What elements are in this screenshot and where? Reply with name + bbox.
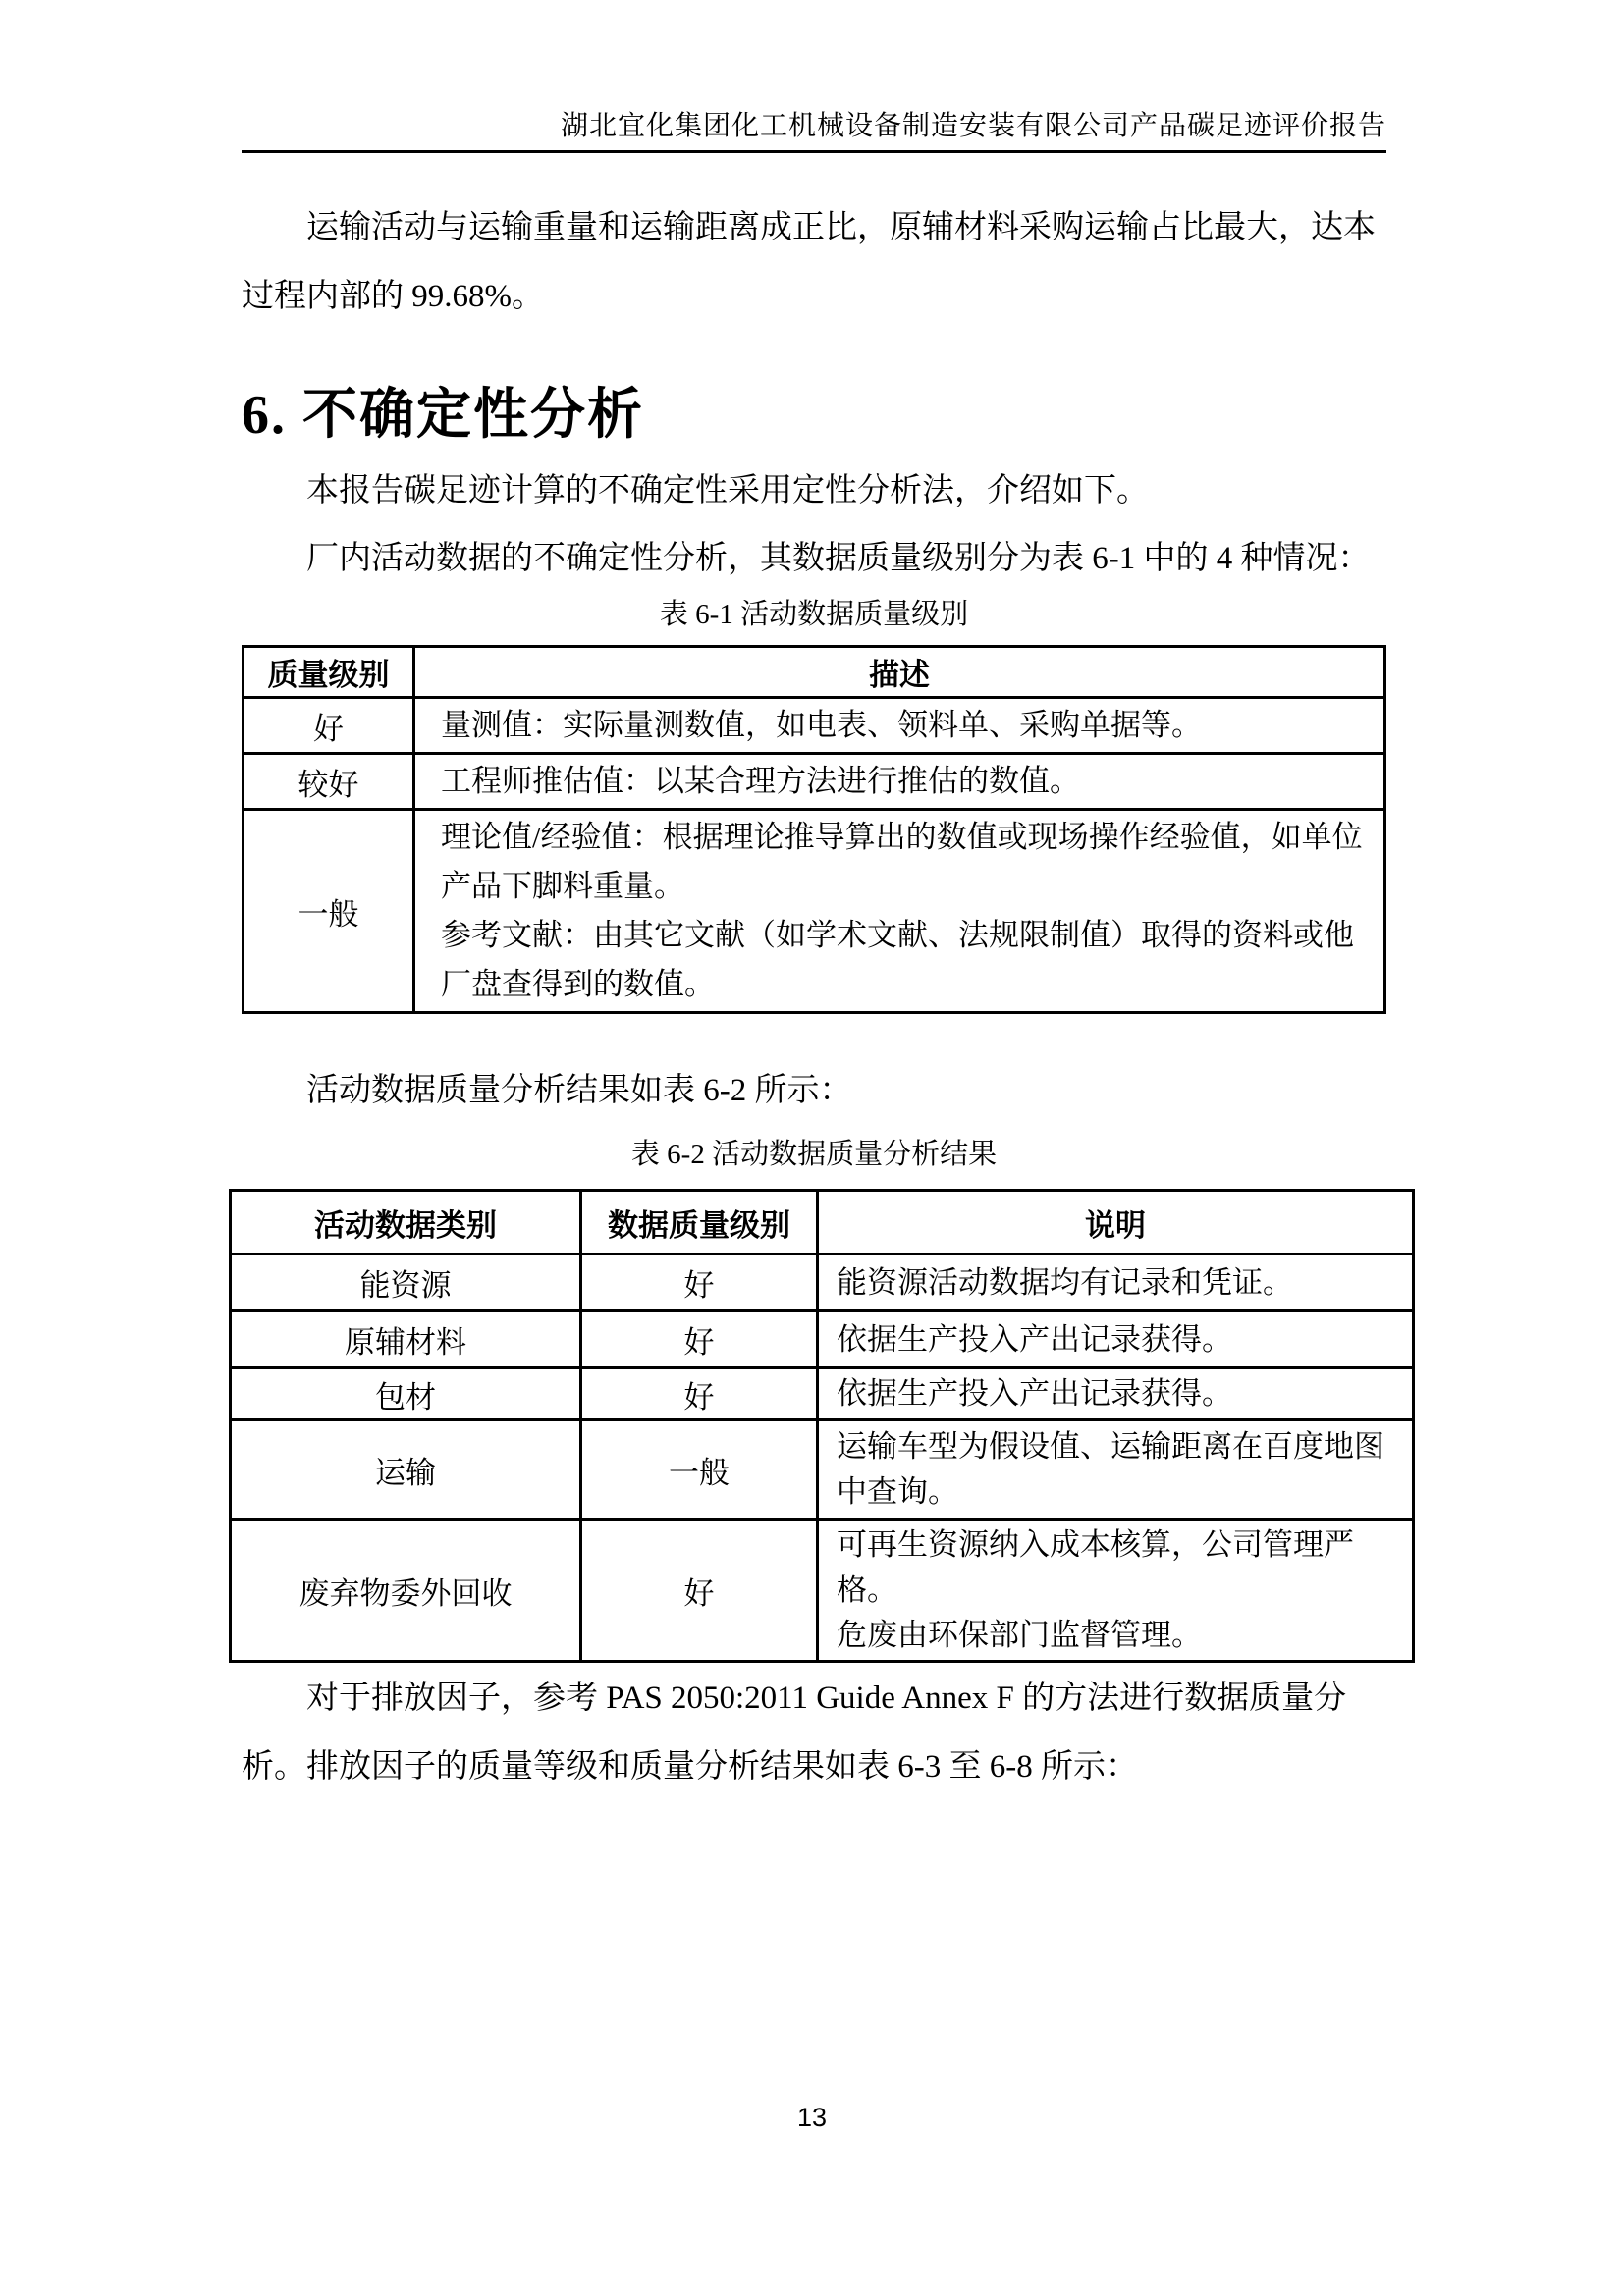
cell-explanation [818,1255,1414,1311]
cell-quality-level: 一般 [581,1420,818,1520]
cell-explanation [818,1368,1414,1420]
table-row [244,698,1385,754]
paragraph-activity-data-levels [242,524,1386,593]
explanation-line: 可再生资源纳入成本核算，公司管理严格。 [837,1527,1354,1607]
explanation-line: 危废由环保部门监督管理。 [837,1618,1202,1652]
cell-quality-level: 好 [581,1255,818,1311]
paragraph-line: 过程内部的 99.68%。 [242,279,544,314]
table-header-data-quality-level: 数据质量级别 [581,1191,818,1255]
table-6-2-caption: 表 6-2 活动数据质量分析结果 [630,1139,998,1170]
cell-quality-level: 好 [581,1311,818,1368]
cell-description [414,698,1385,754]
paragraph-line: 本报告碳足迹计算的不确定性采用定性分析法，介绍如下。 [306,473,1149,508]
cell-category: 废弃物委外回收 [231,1520,581,1662]
cell-explanation [818,1311,1414,1368]
description-line: 工程师推估值：以某合理方法进行推估的数值。 [441,764,1080,798]
paragraph-transport [242,193,1386,331]
paragraph-method-intro [242,456,1386,525]
section-6-heading: 6. 不确定性分析 [242,385,644,446]
cell-category: 能资源 [231,1255,581,1311]
cell-category: 包材 [231,1368,581,1420]
paragraph-line: 活动数据质量分析结果如表 6-2 所示： [306,1073,852,1108]
paragraph-line: 厂内活动数据的不确定性分析，其数据质量级别分为表 6-1 中的 4 种情况： [306,541,1371,576]
header-divider-rule [242,150,1386,153]
cell-quality-level: 一般 [244,810,414,1013]
paragraph-analysis-results [242,1056,1386,1125]
table-row [244,810,1385,1013]
table-header-row [231,1191,1414,1255]
table-row [231,1311,1414,1368]
table-header-row [244,647,1385,698]
table-6-1-activity-data-quality-levels [242,645,1386,1014]
explanation-line: 依据生产投入产出记录获得。 [837,1376,1232,1411]
table-row [244,754,1385,810]
cell-category: 原辅材料 [231,1311,581,1368]
cell-quality-level: 好 [244,698,414,754]
cell-explanation [818,1520,1414,1662]
report-header-title: 湖北宜化集团化工机械设备制造安装有限公司产品碳足迹评价报告 [560,111,1386,141]
cell-explanation [818,1420,1414,1520]
table-6-2-activity-data-quality-analysis [229,1189,1415,1663]
description-line: 参考文献：由其它文献（如学术文献、法规限制值）取得的资料或他厂盘查得到的数值。 [441,918,1354,1001]
cell-quality-level: 好 [581,1520,818,1662]
cell-description [414,754,1385,810]
table-6-1-caption: 表 6-1 活动数据质量级别 [659,599,969,630]
page-number: 13 [796,2103,828,2132]
explanation-line: 运输车型为假设值、运输距离在百度地图中查询。 [837,1429,1384,1509]
paragraph-emission-factors [242,1664,1386,1801]
explanation-line: 依据生产投入产出记录获得。 [837,1321,1232,1357]
table-row [231,1520,1414,1662]
table-header-explanation: 说明 [818,1191,1414,1255]
description-line: 量测值：实际量测数值，如电表、领料单、采购单据等。 [441,708,1202,742]
table-row [231,1255,1414,1311]
table-row [231,1420,1414,1520]
paragraph-line: 运输活动与运输重量和运输距离成正比，原辅材料采购运输占比最大，达本 [306,210,1376,245]
cell-category: 运输 [231,1420,581,1520]
cell-quality-level: 好 [581,1368,818,1420]
table-header-activity-data-category: 活动数据类别 [231,1191,581,1255]
cell-quality-level: 较好 [244,754,414,810]
description-line: 理论值/经验值：根据理论推导算出的数值或现场操作经验值，如单位产品下脚料重量。 [441,820,1363,903]
table-header-quality-level: 质量级别 [244,647,414,698]
paragraph-line: 对于排放因子，参考 PAS 2050:2011 Guide Annex F 的方法进行数据质量分 [306,1681,1347,1716]
cell-description [414,810,1385,1013]
explanation-line: 能资源活动数据均有记录和凭证。 [837,1264,1293,1300]
paragraph-line: 析。排放因子的质量等级和质量分析结果如表 6-3 至 6-8 所示： [242,1749,1138,1785]
table-row [231,1368,1414,1420]
table-header-description: 描述 [414,647,1385,698]
